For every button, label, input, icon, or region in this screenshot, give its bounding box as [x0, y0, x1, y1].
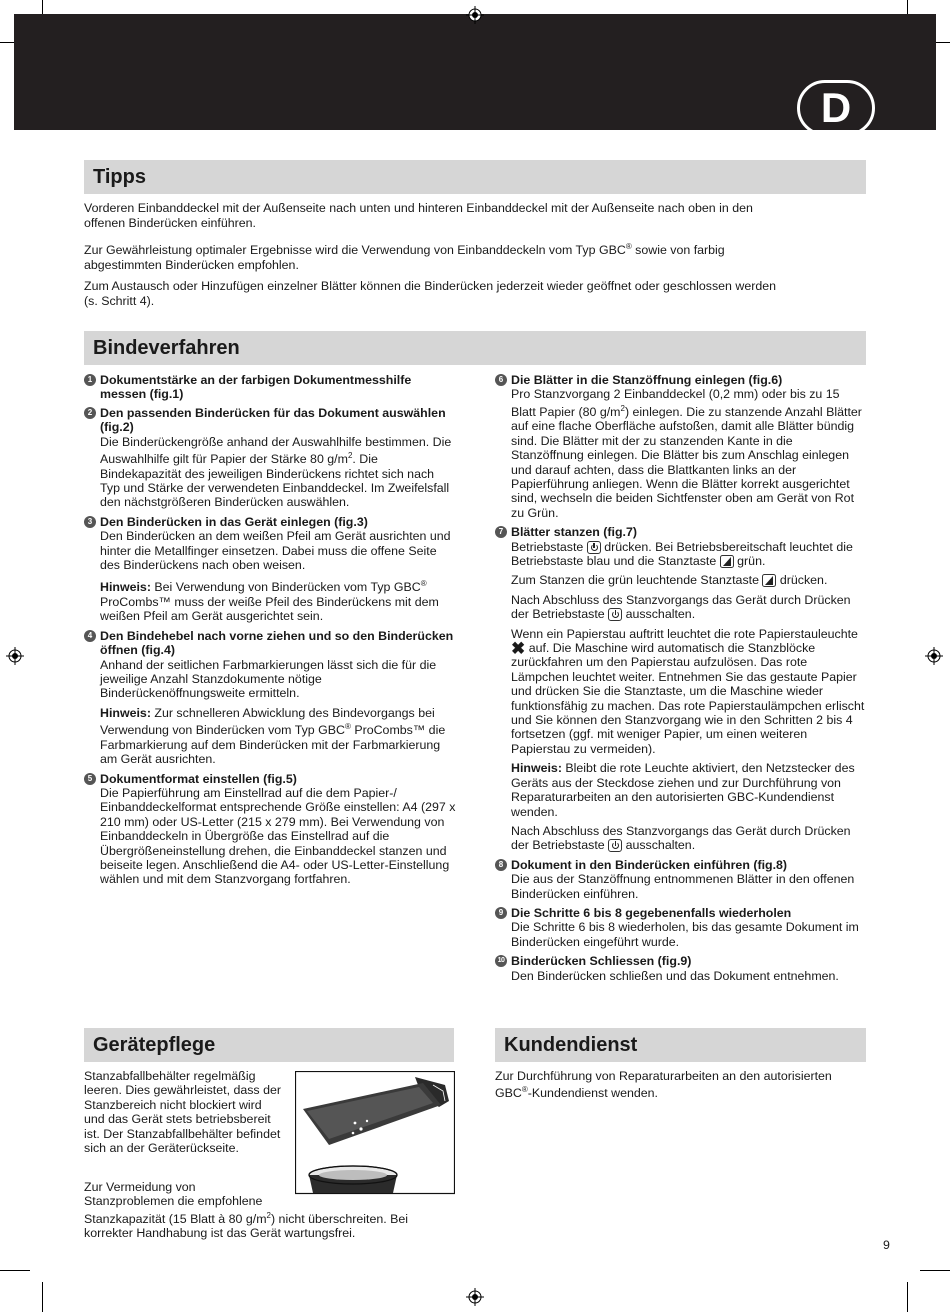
- step-title: Dokumentstärke an der farbigen Dokumentmesshilfe messen (fig.1): [100, 373, 412, 402]
- crop-mark: [920, 1270, 950, 1271]
- registration-mark-icon: [6, 647, 24, 665]
- section-header-kundendienst: Kundendienst: [495, 1028, 866, 1062]
- step-body: Nach Abschluss des Stanzvorgangs das Gerät durch Drücken der Betriebstaste ausschalten.: [511, 823, 851, 853]
- service-paragraph: Zur Durchführung von Reparaturarbeiten an den autorisierten GBC®-Kundendienst wenden.: [495, 1069, 832, 1101]
- header-banner: [14, 14, 936, 130]
- step-6: [495, 373, 867, 520]
- step-3: [84, 515, 456, 624]
- step-number: 7: [495, 526, 507, 538]
- step-body: Die aus der Stanzöffnung entnommenen Blätter in den offenen Binderücken einführen.: [511, 872, 855, 901]
- step-number: 4: [84, 630, 96, 642]
- step-body: Den Binderücken schließen und das Dokument entnehmen.: [511, 968, 839, 983]
- steps-right-column: [495, 373, 867, 988]
- step-5: [84, 772, 456, 887]
- step-note: Hinweis: Bei Verwendung von Binderücken vom Typ GBC® ProCombs™ muss der weiße Pfeil des Binderückens mit dem weißen Pfeil am Gerät ausgerichtet sein.: [100, 579, 439, 624]
- step-body: Die Binderückengröße anhand der Auswahlhilfe bestimmen. Die Auswahlhilfe gilt für Papier der Stärke 80 $g/m^2$. Die Bindekapazität des jeweiligen Binderückens richtet sich nach Typ und Stärke der verwendeten Einbanddeckel. Im Zweifelsfall den nächstgrößeren Binderücken auswählen.: [100, 434, 452, 510]
- step-title: Den Binderücken in das Gerät einlegen (fig.3): [100, 514, 368, 529]
- waste-bin-illustration: [295, 1071, 455, 1195]
- step-note: Hinweis: Bleibt die rote Leuchte aktiviert, den Netzstecker des Geräts aus der Steckdose ziehen und zur Durchführung von Reparaturarbeiten an den autorisierten GBC-Kundendienst wenden.: [511, 761, 855, 819]
- crop-mark: [907, 1282, 908, 1312]
- step-body: Die Papierführung am Einstellrad auf die dem Papier-/ Einbanddeckelformat entsprechende Größe einstellen: A4 (297 x 210 mm) oder US-Letter (215 x 279 mm). Bei Verwendung von Einbanddeckeln in Übergröße das Einstellrad auf die Übergrößeneinstellung drehen, die Einbanddeckel stanzen und beiseite legen. Anschließend die A4- oder US-Letter-Einstellung wählen und mit dem Stanzvorgang fortfahren.: [100, 785, 456, 887]
- step-title: Dokument in den Binderücken einführen (fig.8): [511, 857, 788, 872]
- step-number: 6: [495, 374, 507, 386]
- step-title: Den Bindehebel nach vorne ziehen und so den Binderücken öffnen (fig.4): [100, 628, 454, 658]
- step-body: Nach Abschluss des Stanzvorgangs das Gerät durch Drücken der Betriebstaste ausschalten.: [511, 592, 851, 622]
- paper-jam-icon: ✖: [511, 639, 526, 659]
- step-body: Wenn ein Papierstau auftritt leuchtet die rote Papierstauleuchte ✖ auf. Die Maschine wird automatisch die Stanzblöcke zurückfahren um den Papierstau aufzulösen. Das rote Lämpchen leuchtet weiter. Entnehmen Sie das gestaute Papier und drücken Sie die Stanztaste, um die Maschine wieder funktionsfähig zu machen. Das rote Papierstaulämpchen erlischt und Sie können den Stanzvorgang wie in den Schritten 2 bis 4 fortsetzen (ggf. mit weniger Papier, um einen weiteren Papierstau zu vermeiden).: [511, 626, 865, 756]
- step-body: Den Binderücken an dem weißen Pfeil am Gerät ausrichten und hinter die Metallfinger einsetzen. Dabei muss die offene Seite des Binderückens nach oben weisen.: [100, 529, 451, 572]
- step-title: Dokumentformat einstellen (fig.5): [100, 771, 297, 786]
- step-title: Blätter stanzen (fig.7): [511, 525, 637, 540]
- step-number: 2: [84, 407, 96, 419]
- tipps-paragraph: Zur Gewährleistung optimaler Ergebnisse wird die Verwendung von Einbanddeckeln vom Typ GBC® sowie von farbig abgestimmten Binderücken empfohlen.: [84, 242, 725, 273]
- registration-mark-icon: [466, 6, 484, 24]
- step-body: Betriebstaste drücken. Bei Betriebsbereitschaft leuchtet die Betriebstaste blau und die Stanztaste grün.: [511, 539, 853, 568]
- step-number: 8: [495, 859, 507, 871]
- step-note: Hinweis: Zur schnelleren Abwicklung des Bindevorgangs bei Verwendung von Binderücken vom Typ GBC® ProCombs™ die Farbmarkierung auf dem Binderücken mit der Farbmarkierung am Gerät ausrichten.: [100, 705, 446, 767]
- step-8: [495, 858, 867, 901]
- step-body: Zum Stanzen die grün leuchtende Stanztaste drücken.: [511, 573, 828, 588]
- step-2: [84, 406, 456, 510]
- step-body: Die Schritte 6 bis 8 wiederholen, bis das gesamte Dokument im Binderücken eingeführt wurde.: [511, 920, 859, 949]
- steps-left-column: [84, 373, 456, 892]
- step-body: Anhand der seitlichen Farbmarkierungen lässt sich die für die jeweilige Anzahl Stanzdokumente nötige Binderückenöffnungsweite ermitteln.: [100, 657, 437, 701]
- step-number: 9: [495, 907, 507, 919]
- power-button-icon: [608, 608, 622, 621]
- power-button-icon: [608, 839, 622, 852]
- power-button-icon: [587, 541, 601, 554]
- registration-mark-icon: [466, 1288, 484, 1306]
- step-number: 10: [495, 955, 507, 967]
- step-4: [84, 629, 456, 767]
- step-title: Die Schritte 6 bis 8 gegebenenfalls wiederholen: [511, 905, 792, 920]
- crop-mark: [0, 1270, 30, 1271]
- step-title: Die Blätter in die Stanzöffnung einlegen (fig.6): [511, 373, 783, 387]
- tipps-paragraph: Vorderen Einbanddeckel mit der Außenseite nach unten und hinteren Einbanddeckel mit der Außenseite nach oben in den offenen Binderücken einführen.: [84, 201, 753, 230]
- punch-button-icon: [762, 574, 776, 587]
- section-header-geraetepflege: Gerätepflege: [84, 1028, 454, 1062]
- step-1: [84, 373, 456, 402]
- step-10: [495, 954, 867, 983]
- punch-button-icon: [720, 555, 734, 568]
- page-number: 9: [883, 1238, 890, 1252]
- language-badge: D: [797, 80, 875, 136]
- tipps-paragraph: Zum Austausch oder Hinzufügen einzelner Blätter können die Binderücken jederzeit wieder geöffnet oder geschlossen werden (s. Schritt 4).: [84, 279, 777, 308]
- step-title: Binderücken Schliessen (fig.9): [511, 954, 692, 969]
- care-paragraph: Stanzabfallbehälter regelmäßig leeren. Dies gewährleistet, dass der Stanzbereich nicht blockiert wird und das Gerät stets betriebsbereit ist. Der Stanzabfallbehälter befindet sich an der Geräterückseite.: [84, 1069, 281, 1156]
- step-number: 1: [84, 374, 96, 386]
- step-number: 5: [84, 773, 96, 785]
- step-title: Den passenden Binderücken für das Dokument auswählen (fig.2): [100, 405, 446, 435]
- registration-mark-icon: [925, 647, 943, 665]
- step-number: 3: [84, 516, 96, 528]
- step-9: [495, 906, 867, 949]
- section-header-bindeverfahren: Bindeverfahren: [84, 331, 866, 365]
- section-header-tipps: Tipps: [84, 160, 866, 194]
- step-7: [495, 525, 867, 853]
- care-paragraph: Zur Vermeidung von Stanzproblemen die empfohlene Stanzkapazität (15 Blatt à 80 $g/m^2$) nicht überschreiten. Bei korrekter Handhabung ist das Gerät wartungsfrei.: [84, 1180, 409, 1241]
- crop-mark: [42, 1282, 43, 1312]
- step-body: Pro Stanzvorgang 2 Einbanddeckel (0,2 mm) oder bis zu 15 Blatt Papier (80 $g/m^2$) einlegen. Die zu stanzende Anzahl Blätter auf eine flache Oberfläche aufstoßen, damit alle Blätter bündig sind. Die Blätter mit der zu stanzenden Kante in die Stanzöffnung einlegen. Die Blätter bis zum Anschlag einlegen und darauf achten, dass die Blattkanten links an der Papierführung anliegen. Wenn die Blätter korrekt ausgerichtet sind, wechseln die beiden Sichtfenster oben am Gerät von Rot zu Grün.: [511, 387, 862, 520]
